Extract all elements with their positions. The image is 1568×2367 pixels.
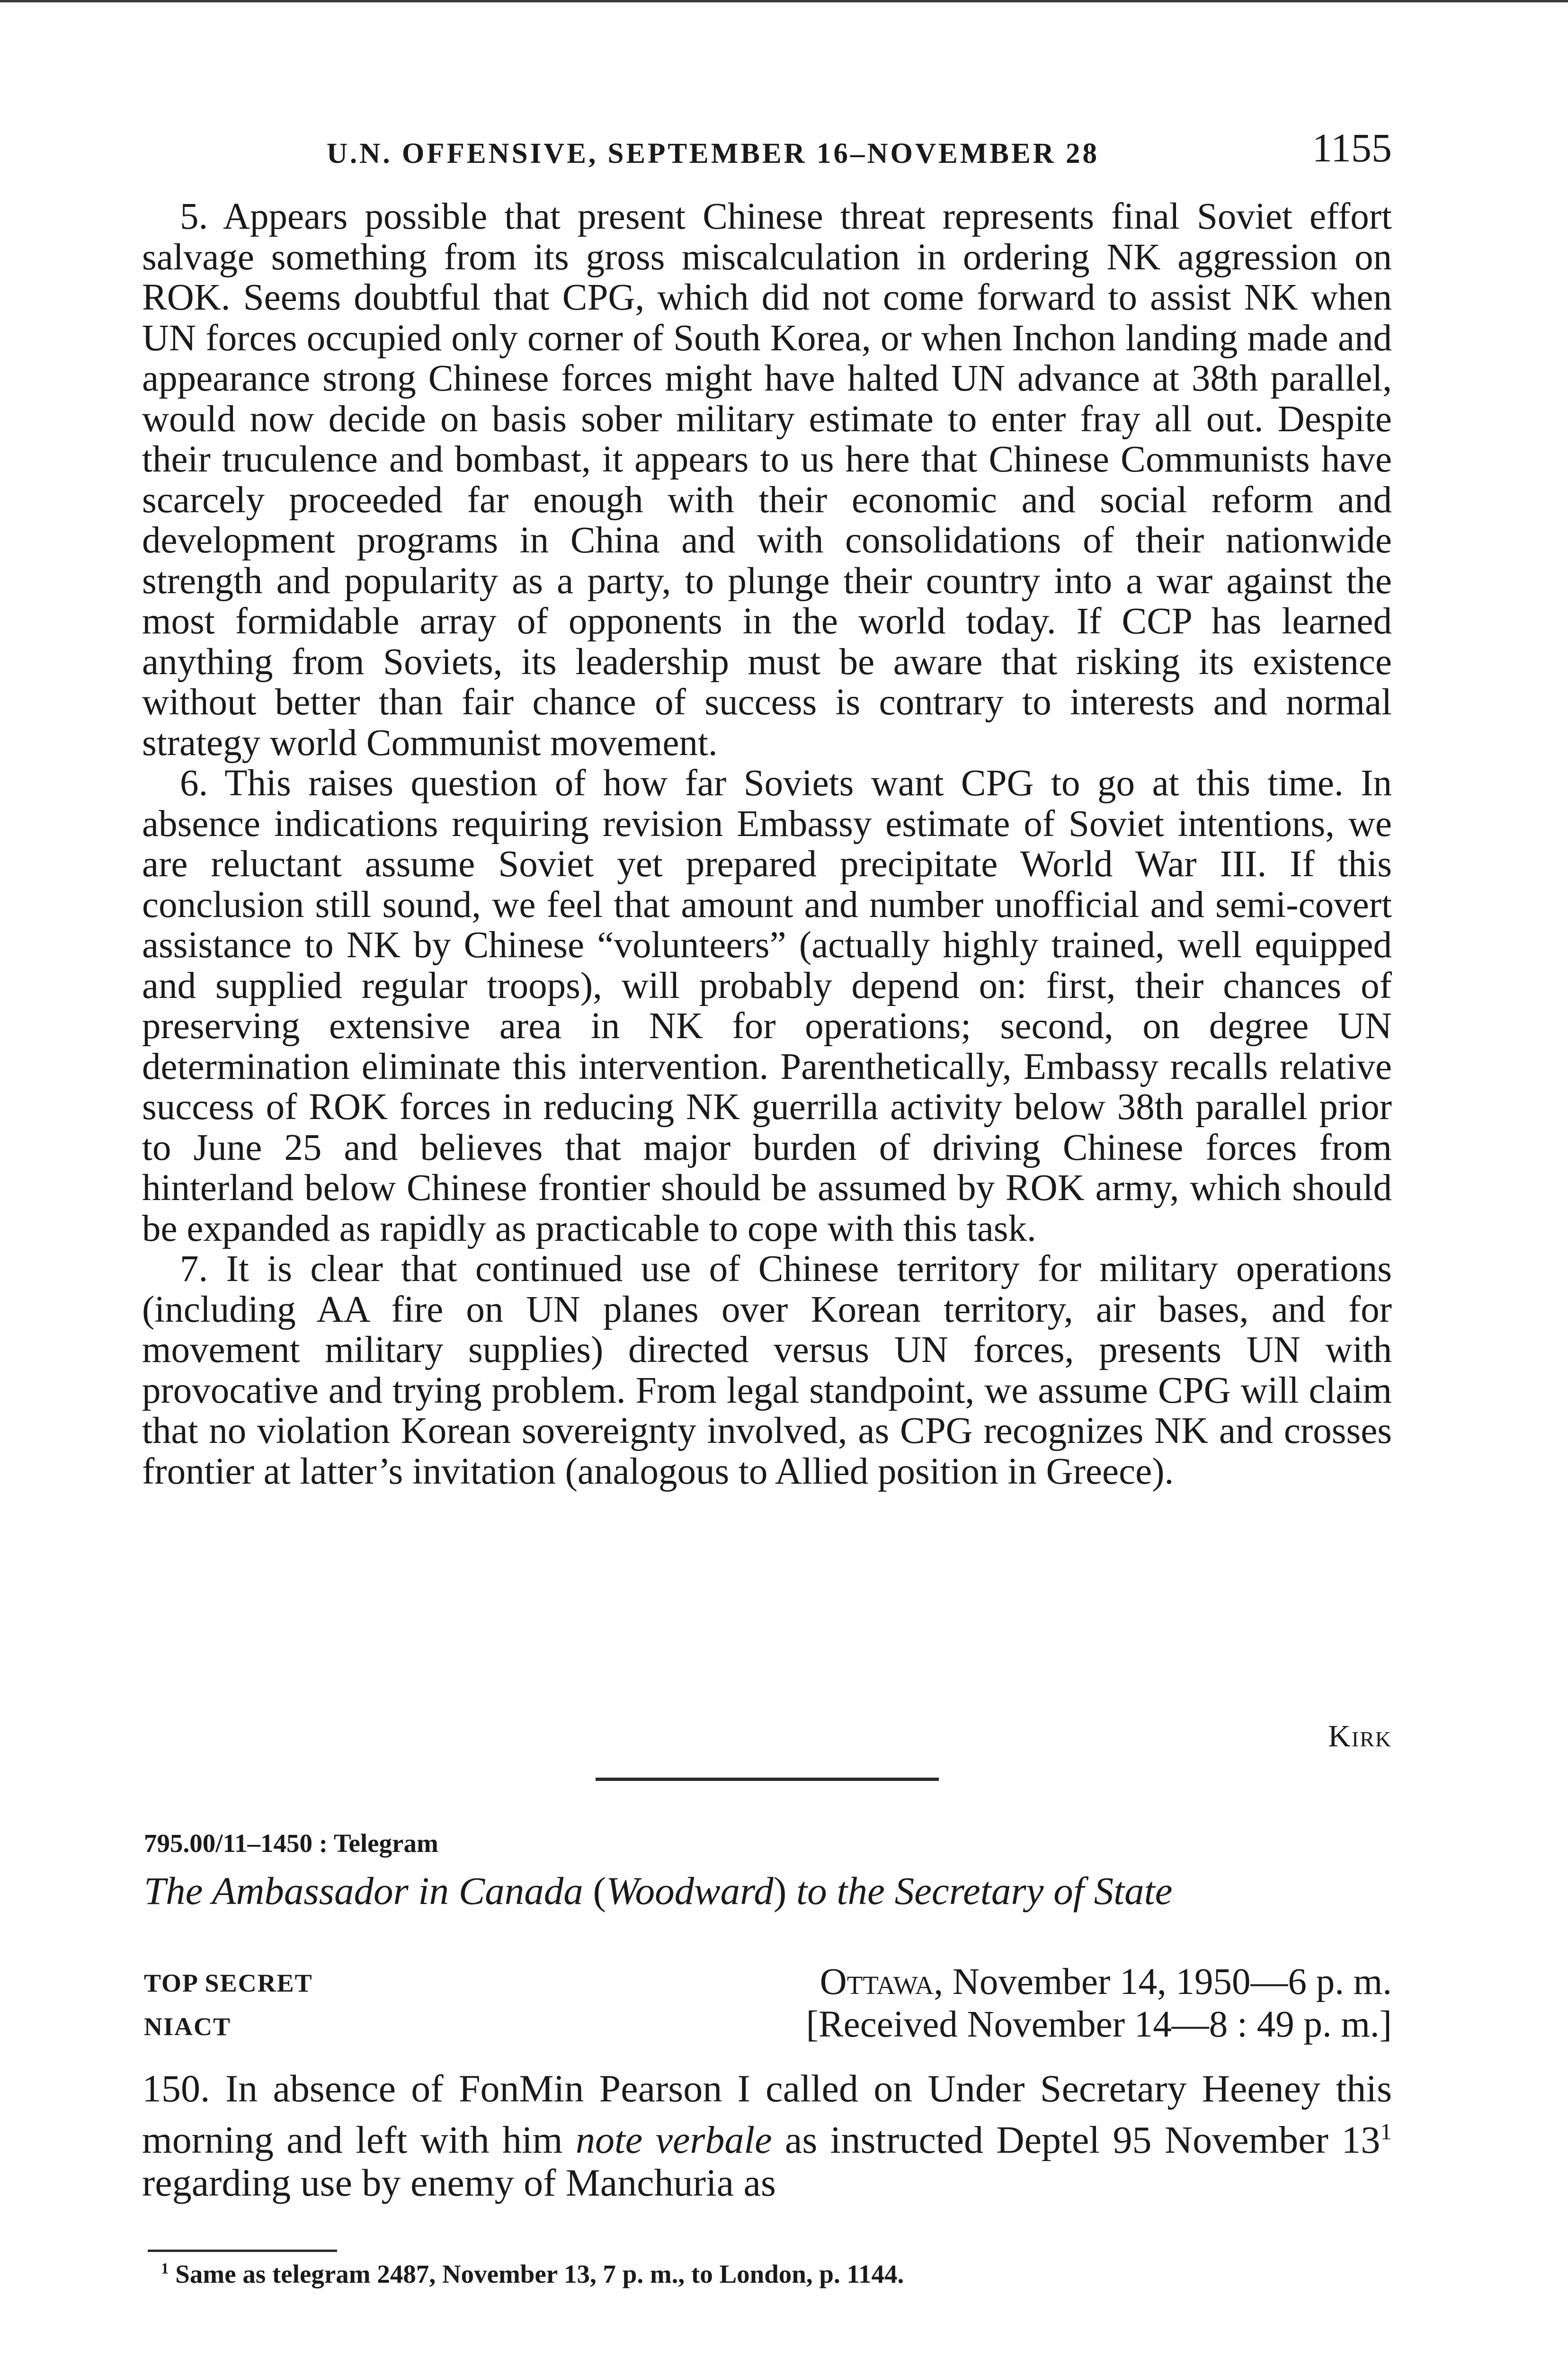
paragraph-6: 6. This raises question of how far Soviets want CPG to go at this time. In absence indications requiring revision Embassy estimate of Soviet intentions, we are reluctant assume Soviet yet prepared precipitate World War III. If this conclusion still sound, we feel that amount and number unofficial and semi-covert assistance to NK by Chinese “volunteers” (actually highly trained, well equipped and supplied regular troops), will probably depend on: first, their chances of preserving extensive area in NK for operations; second, on degree UN determination eliminate this intervention. Parenthetically, Embassy recalls relative success of ROK forces in reducing NK guerrilla activity below 38th parallel prior to June 25 and believes that major burden of driving Chinese forces from hinterland below Chinese frontier should be assumed by ROK army, which should be expanded as rapidly as practicable to cope with this task. [142,763,1392,1249]
place: Ottawa [820,1961,934,2002]
paragraph-7: 7. It is clear that continued use of Chinese territory for military operations (including AA fire on UN planes over Korean territory, air bases, and for movement military supplies) directed versus UN forces, presents UN with provocative and trying problem. From legal standpoint, we assume CPG will claim that no violation Korean sovereignty involved, as CPG recognizes NK and crosses frontier at latter’s invitation (analogous to Allied position in Greece). [142,1248,1392,1492]
footnote-reference: 1 [1380,2118,1392,2145]
signature: Kirk [1328,1719,1392,1753]
running-head-title: U.N. OFFENSIVE, SEPTEMBER 16–NOVEMBER 28 [327,138,1099,169]
title-sender-name: Woodward [606,1869,774,1913]
paragraph-150 [142,2067,1392,2204]
footnote-marker: 1 [161,2260,169,2278]
body-text-end: regarding use by enemy of Manchuria as [142,2161,776,2205]
running-head [142,124,1392,176]
page-top-edge [0,0,1568,2]
footnote [161,2259,904,2289]
section-divider [596,1778,939,1781]
place-date [820,1961,1392,2003]
body-italic: note verbale [576,2118,772,2162]
page-number: 1155 [1312,125,1392,170]
title-paren-close: ) [773,1869,797,1913]
document-title [144,1868,1394,1913]
title-paren-open: ( [583,1869,606,1913]
title-recipient: to the Secretary of State [796,1869,1173,1913]
body-text [142,196,1392,1492]
footnote-rule [148,2250,337,2252]
paragraph-5: 5. Appears possible that present Chinese threat represents final Soviet effort salvage something from its gross miscalculation in ordering NK aggression on ROK. Seems doubtful that CPG, which did not come forward to assist NK when UN forces occupied only corner of South Korea, or when Inchon landing made and appearance strong Chinese forces might have halted UN advance at 38th parallel, would now decide on basis sober military estimate to enter fray all out. Despite their truculence and bombast, it appears to us here that Chinese Communists have scarcely proceeded far enough with their economic and social reform and development programs in China and with consolidations of their nationwide strength and popularity as a party, to plunge their country into a war against the most formidable array of opponents in the world today. If CCP has learned anything from Soviets, its leadership must be aware that risking its existence without better than fair chance of success is contrary to interests and normal strategy world Communist movement. [142,196,1392,764]
body-text-mid: as instructed Deptel 95 November 13 [772,2118,1381,2162]
classification: TOP SECRET [144,1969,313,1997]
received-time: [Received November 14—8 : 49 p. m.] [806,2004,1392,2045]
title-sender: The Ambassador in Canada [144,1869,583,1913]
priority: NIACT [144,2012,232,2041]
file-reference: 795.00/11–1450 : Telegram [144,1829,438,1858]
body-text-start: 150. In absence of FonMin Pearson I called on Under Secretary Heeney this morning and left with him [142,2067,1392,2162]
telegram-body [142,2067,1392,2204]
date: , November 14, 1950—6 p. m. [934,1961,1392,2002]
footnote-text: Same as telegram 2487, November 13, 7 p. m., to London, p. 1144. [169,2260,904,2288]
